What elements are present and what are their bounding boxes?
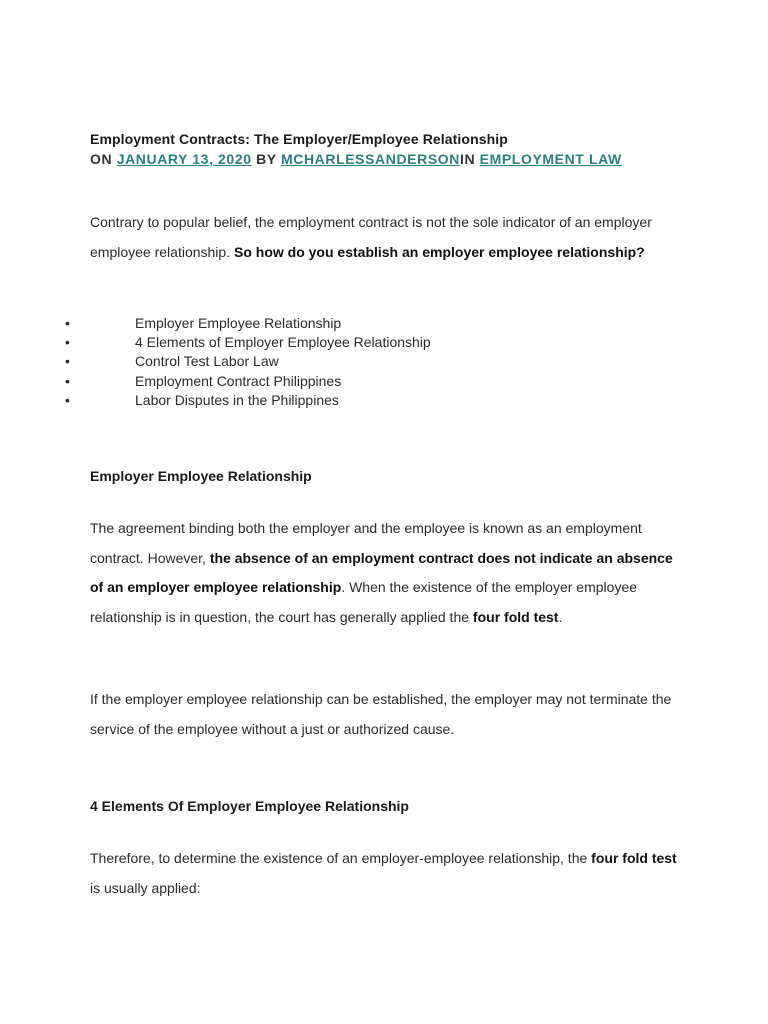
intro-question: So how do you establish an employer employee relationship? [233,243,645,260]
article-meta [90,150,660,168]
date-link[interactable]: JANUARY 13, 2020 [116,151,252,167]
section1-paragraph-1: The agreement binding both the employer and the employee is known as an employment contract. However, the absence of an employment contract does not indicate an absence of an employer employee relationship. When the existence of the employer employee relationship is in question, the court has generally applied the four fold test. [90,520,673,625]
bullet-icon: • [65,315,70,331]
meta-by-label: BY [251,151,281,167]
bullet-icon: • [65,391,70,408]
intro-text: Contrary to popular belief, the employment contract is not the sole indicator of an employer employee relationship. [90,214,652,260]
meta-on-label: ON [90,151,117,167]
author-link[interactable]: MCHARLESSANDERSON [280,151,460,167]
section-heading-relationship: Employer Employee Relationship [90,468,312,484]
section-heading-elements: 4 Elements Of Employer Employee Relationship [90,798,409,814]
meta-in-label: IN [459,151,480,167]
section1-paragraph-2: If the employer employee relationship can be established, the employer may not terminate the service of the employee without a just or authorized cause. [90,691,672,737]
bullet-icon: • [65,353,70,370]
toc-item[interactable]: • Employer Employee Relationship [0,314,768,333]
toc-item[interactable]: • Control Test Labor Law [0,352,768,371]
intro-paragraph [90,208,680,267]
toc-item[interactable]: • Employment Contract Philippines [0,372,768,391]
section2-paragraph-1: Therefore, to determine the existence of an employer-employee relationship, the four fold test is usually applied: [90,850,677,896]
category-link[interactable]: EMPLOYMENT LAW [479,151,622,167]
toc-item[interactable]: • 4 Elements of Employer Employee Relationship [0,333,768,352]
toc-item[interactable]: • Labor Disputes in the Philippines [0,391,768,410]
bold-phrase: four fold test [472,608,559,625]
bullet-icon: • [65,334,70,351]
table-of-contents [0,314,768,410]
bold-phrase: the absence of an employment contract does not indicate an absence of an employer employee relationship [90,549,673,595]
bold-phrase: four fold test [591,850,677,866]
bullet-icon: • [65,372,70,389]
article-title: Employment Contracts: The Employer/Employee Relationship [90,131,508,147]
